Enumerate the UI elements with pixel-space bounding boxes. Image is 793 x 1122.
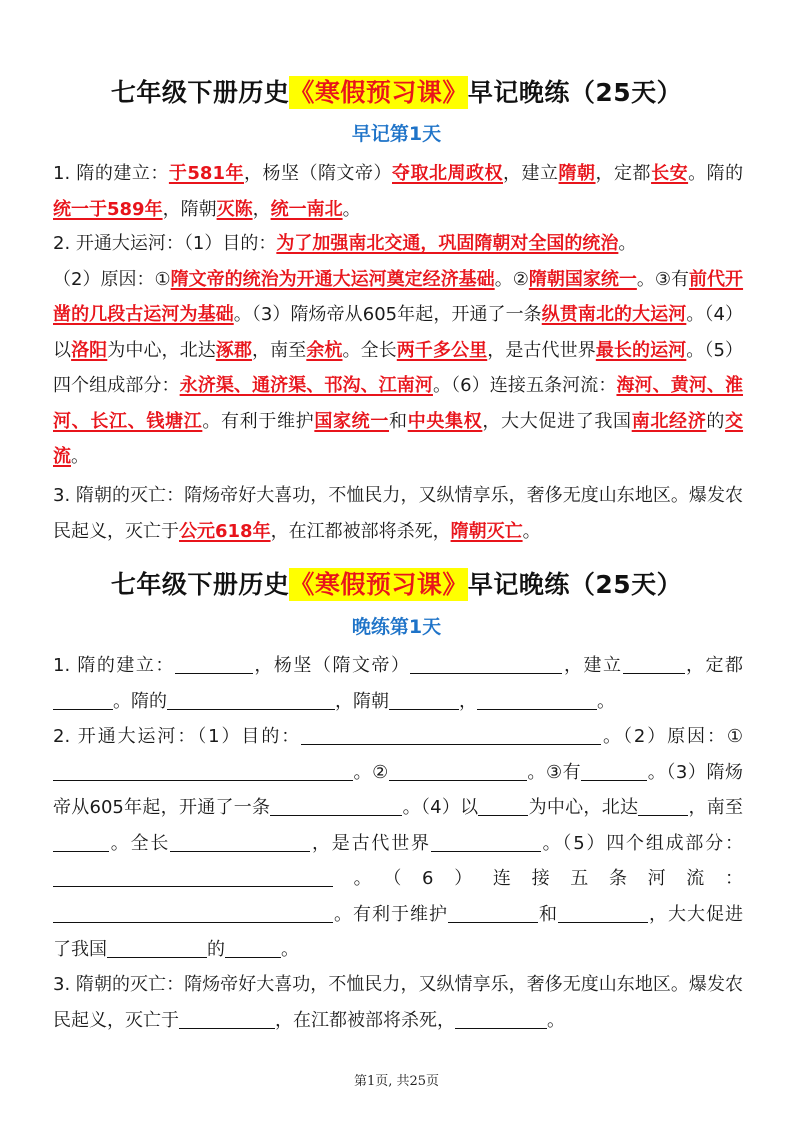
morning-item-2: 2. 开通大运河：（1）目的：为了加强南北交通，巩固隋朝对全国的统治。 （2）原因：①隋文帝的统治为开通大运河奠定经济基础。②隋朝国家统一。③有前代开凿的几段古运河为基础。（3）隋炀帝从605年起，开通了一条纵贯南北的大运河。（4）以洛阳为中心，北达涿郡，南至余杭。全长两千多公里，是古代世界最长的运河。（5）四个组成部分：永济渠、通济渠、邗沟、江南河。（6）连接五条河流：海河、黄河、淮河、长江、钱塘江。有利于维护国家统一和中央集权，大大促进了我国南北经济的交流。 (53, 233, 744, 467)
fill-blank[interactable] (225, 939, 281, 958)
evening-item-1: 1. 隋的建立： ，杨坚（隋文帝） ，建立 ，定都。隋的 ，隋朝 ， 。 (53, 655, 744, 712)
fill-blank[interactable] (179, 1010, 275, 1029)
evening-item-3: 3. 隋朝的灭亡：隋炀帝好大喜功，不恤民力，又纵情享乐，奢侈无度山东地区。爆发农民起义，灭亡于 ，在江都被部将杀死， 。 (53, 974, 743, 1031)
fill-blank[interactable] (431, 833, 541, 852)
morning-item-1: 1. 隋的建立：于581年，杨坚（隋文帝）夺取北周政权，建立隋朝，定都长安。隋的统一于589年，隋朝灭陈，统一南北。 (53, 163, 744, 220)
fill-blank[interactable] (477, 691, 597, 710)
fill-blank[interactable] (301, 726, 601, 745)
fill-blank[interactable] (53, 691, 113, 710)
fill-blank[interactable] (53, 904, 333, 923)
fill-blank[interactable] (175, 655, 253, 674)
morning-item-3: 3. 隋朝的灭亡：隋炀帝好大喜功，不恤民力，又纵情享乐，奢侈无度山东地区。爆发农民起义，灭亡于公元618年，在江都被部将杀死，隋朝灭亡。 (53, 485, 743, 542)
page-footer: 第1页, 共25页 (353, 1074, 440, 1089)
fill-blank[interactable] (581, 762, 647, 781)
fill-blank[interactable] (167, 691, 335, 710)
fill-blank[interactable] (389, 691, 459, 710)
fill-blank[interactable] (389, 762, 527, 781)
page-title: 七年级下册历史《寒假预习课》早记晚练（25天） (110, 78, 683, 107)
fill-blank[interactable] (107, 939, 207, 958)
fill-blank[interactable] (53, 868, 333, 887)
page-title-repeat: 七年级下册历史《寒假预习课》早记晚练（25天） (110, 570, 683, 599)
fill-blank[interactable] (53, 833, 109, 852)
title-highlight: 《寒假预习课》 (289, 570, 468, 599)
morning-subtitle: 早记第1天 (351, 123, 442, 145)
fill-blank[interactable] (170, 833, 310, 852)
fill-blank[interactable] (638, 797, 688, 816)
fill-blank[interactable] (448, 904, 538, 923)
fill-blank[interactable] (478, 797, 528, 816)
evening-item-2: 2. 开通大运河：（1）目的： 。（2）原因：①。② 。③有 。（3）隋炀帝从605年起，开通了一条 。（4）以 为中心，北达 ，南至。全长 ，是古代世界 。（5）四个组成部分：。（6）连接五条河流：。有利于维护 和 ，大大促进了我国 的 。 (53, 726, 744, 960)
evening-subtitle: 晚练第1天 (351, 616, 442, 638)
fill-blank[interactable] (623, 655, 685, 674)
fill-blank[interactable] (53, 762, 353, 781)
fill-blank[interactable] (558, 904, 648, 923)
title-highlight: 《寒假预习课》 (289, 78, 468, 107)
fill-blank[interactable] (410, 655, 562, 674)
fill-blank[interactable] (455, 1010, 547, 1029)
fill-blank[interactable] (270, 797, 402, 816)
